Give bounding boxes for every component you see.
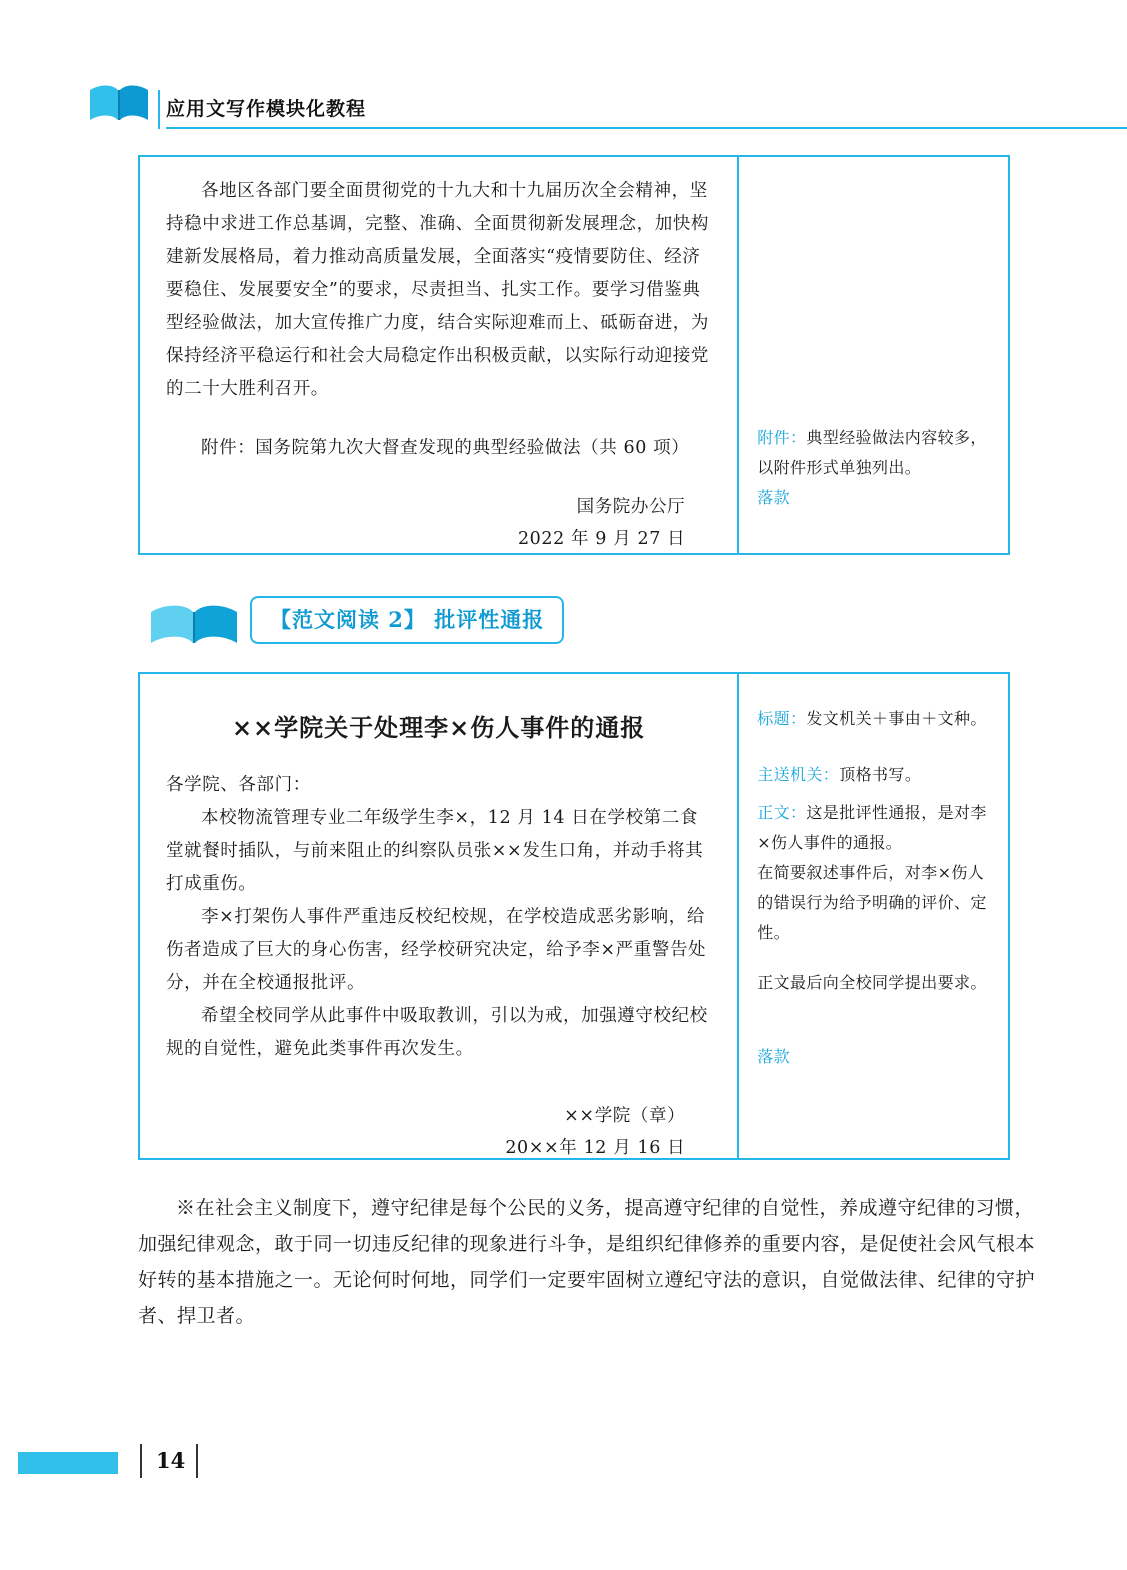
example1-attachment-line: 附件：国务院第九次大督查发现的典型经验做法（共 60 项）: [201, 438, 690, 458]
example2-body-paragraph-1: 本校物流管理专业二年级学生李×，12 月 14 日在学校第二食堂就餐时插队，与前来阻止的纠察队员张××发生口角，并动手将其打成重伤。: [166, 808, 704, 894]
example2-recipient: 各学院、各部门：: [166, 775, 311, 795]
example2-title: ××学院关于处理李×伤人事件的通报: [231, 713, 646, 742]
example2-date: 20××年 12 月 16 日: [505, 1138, 686, 1158]
annotation-body: [757, 798, 992, 858]
example-box-1: [138, 155, 1010, 555]
example1-document-column: [140, 157, 737, 553]
example1-body-paragraph: 各地区各部门要全面贯彻党的十九大和十九届历次全会精神，坚持稳中求进工作总基调，完整、准确、全面贯彻新发展理念，加快构建新发展格局，着力推动高质量发展，全面落实“疫情要防住、经济要稳住、发展要安全”的要求，尽责担当、扎实工作。要学习借鉴典型经验做法，加大宣传推广力度，结合实际迎难而上、砥砺奋进，为保持经济平稳运行和社会大局稳定作出积极贡献，以实际行动迎接党的二十大胜利召开。: [166, 181, 709, 399]
closing-paragraph: ※在社会主义制度下，遵守纪律是每个公民的义务，提高遵守纪律的自觉性，养成遵守纪律的习惯，加强纪律观念，敢于同一切违反纪律的现象进行斗争，是组织纪律修养的重要内容，是促使社会风气根本好转的基本措施之一。无论何时何地，同学们一定要牢固树立遵纪守法的意识，自觉做法律、纪律的守护者、捍卫者。: [138, 1197, 1036, 1327]
annotation-title-text: 发文机关＋事由＋文种。: [806, 709, 987, 728]
example1-signature: 国务院办公厅: [576, 497, 686, 517]
section-heading-2: [148, 596, 628, 650]
example2-annotation-column: [737, 674, 1008, 1158]
annotation-recipient-key: 主送机关：: [757, 765, 840, 784]
header-rule: [166, 127, 1127, 129]
section-label: 【范文阅读 2】 批评性通报: [250, 596, 564, 644]
annotation-attachment: [757, 423, 992, 483]
annotation-title: [757, 704, 992, 734]
page-number: 14: [156, 1448, 186, 1473]
annotation-evaluation: 在简要叙述事件后，对李×伤人的错误行为给予明确的评价、定性。: [757, 863, 987, 942]
example2-signature: ××学院（章）: [564, 1106, 686, 1126]
page-title: 应用文写作模块化教程: [166, 98, 367, 120]
annotation-recipient: [757, 760, 992, 790]
annotation-body-text: 这是批评性通报，是对李×伤人事件的通报。: [757, 803, 987, 852]
example2-document-column: [140, 674, 737, 1158]
footer-divider-right: [196, 1444, 198, 1478]
annotation-title-key: 标题：: [757, 709, 807, 728]
annotation-signature-label: 落款: [757, 488, 791, 507]
annotation-attachment-text: 典型经验做法内容较多，以附件形式单独列出。: [757, 428, 987, 477]
open-book-icon: [148, 602, 240, 646]
annotation-body-key: 正文：: [757, 803, 807, 822]
header-rule-tick: [158, 90, 160, 129]
example2-body-paragraph-2: 李×打架伤人事件严重违反校纪校规，在学校造成恶劣影响，给伤者造成了巨大的身心伤害，经学校研究决定，给予李×严重警告处分，并在全校通报批评。: [166, 907, 707, 993]
example-box-2: [138, 672, 1010, 1160]
example1-annotation-column: [737, 157, 1008, 553]
open-book-icon: [88, 82, 150, 124]
example2-body-paragraph-3: 希望全校同学从此事件中吸取教训，引以为戒，加强遵守校纪校规的自觉性，避免此类事件再次发生。: [166, 1006, 708, 1059]
annotation-signature-label: 落款: [757, 1047, 791, 1066]
annotation-recipient-text: 顶格书写。: [839, 765, 922, 784]
footer-accent-bar: [18, 1452, 118, 1474]
page-header: [88, 78, 1048, 134]
annotation-attachment-key: 附件：: [757, 428, 807, 447]
annotation-requirement: 正文最后向全校同学提出要求。: [757, 973, 987, 992]
footer-divider-left: [140, 1444, 142, 1478]
example1-date: 2022 年 9 月 27 日: [517, 529, 686, 549]
